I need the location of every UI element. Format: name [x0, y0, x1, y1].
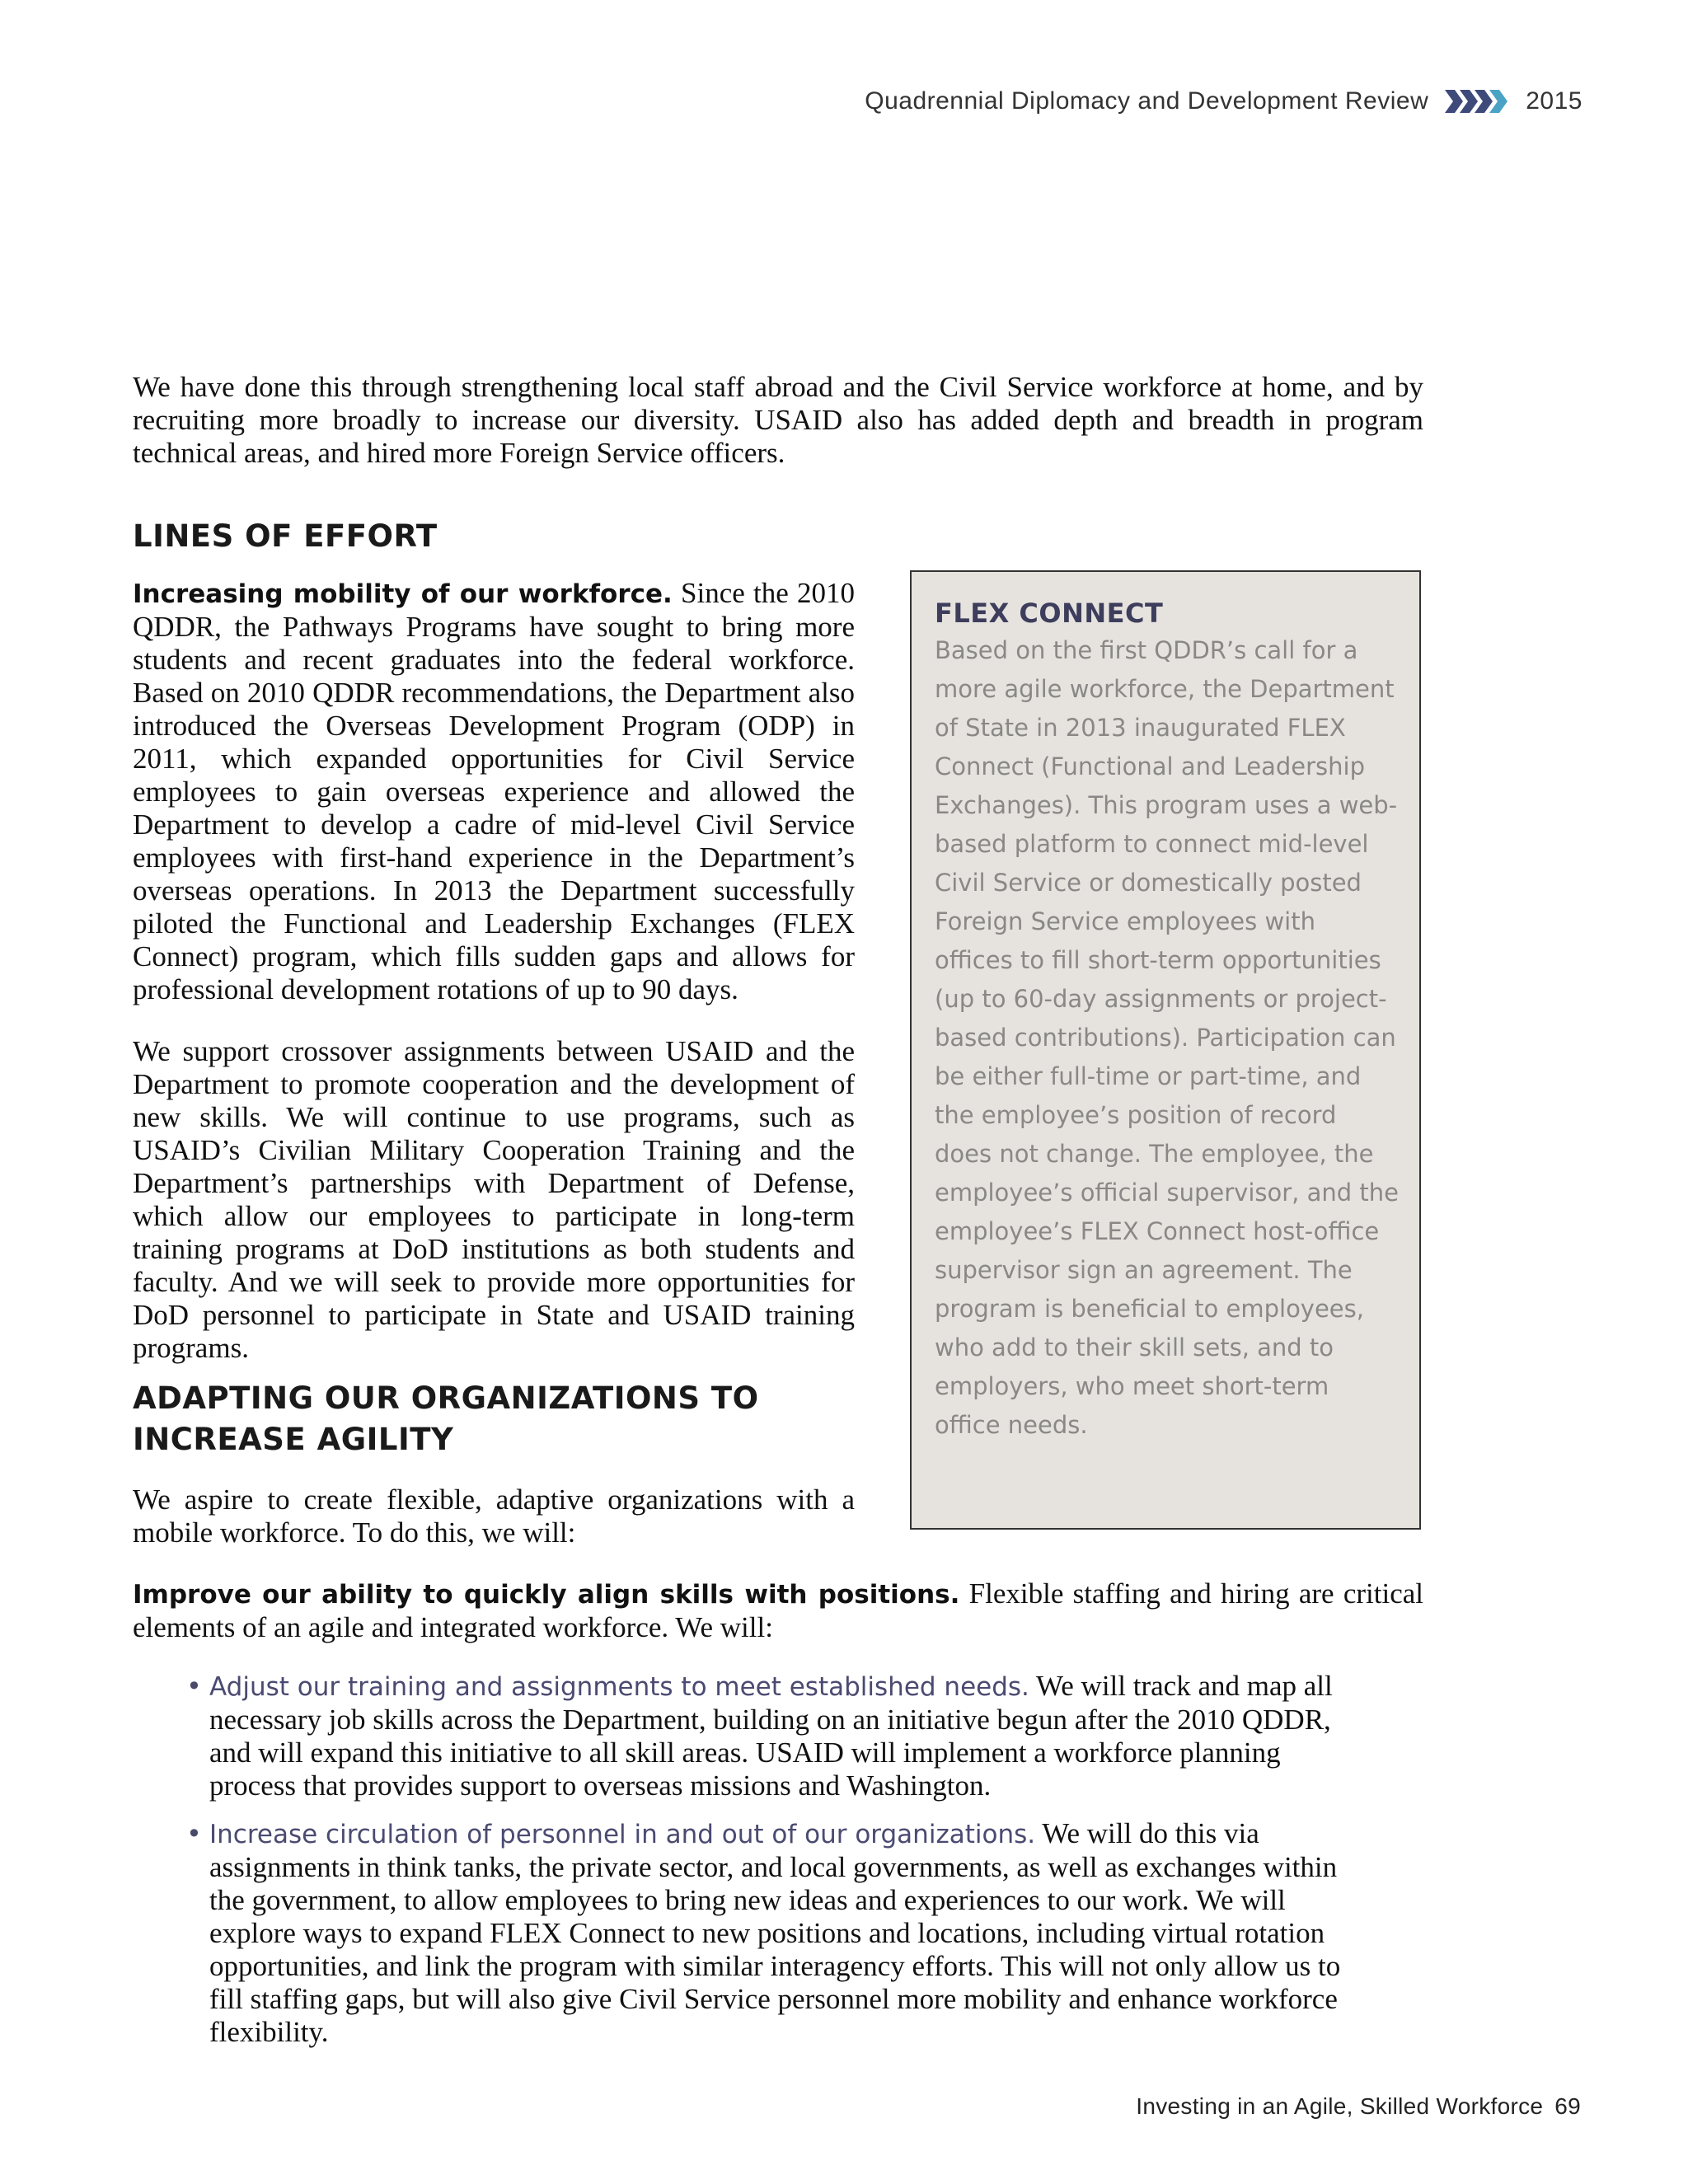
running-header — [865, 87, 1582, 115]
header-year: 2015 — [1526, 87, 1582, 115]
bullet-lead: Increase circulation of personnel in and out of our organizations. — [209, 1820, 1036, 1849]
header-title: Quadrennial Diplomacy and Development Review — [865, 87, 1429, 115]
bullet-lead: Adjust our training and assignments to meet established needs. — [209, 1672, 1029, 1702]
align-text: Flexible staffing and hiring are critical elements of an agile and integrated workforce. We will: — [133, 1577, 1423, 1643]
align-paragraph — [133, 1577, 1423, 1644]
list-item — [183, 1817, 1345, 2049]
crossover-paragraph: We support crossover assignments between USAID and the Department to promote cooperation and the development of new skills. We will continue to use programs, such as USAID’s Civilian Military Cooperation Training and the Department’s partnerships with Department of Defense, which allow our employees to participate in long-term training programs at DoD institutions as both students and faculty. And we will seek to provide more opportunities for DoD personnel to participate in State and USAID training programs. — [133, 1035, 855, 1364]
footer-section: Investing in an Agile, Skilled Workforce — [1136, 2093, 1544, 2119]
bullet-icon: • — [186, 1671, 202, 1702]
running-footer — [1136, 2093, 1581, 2120]
bullet-text: We will do this via assignments in think tanks, the private sector, and local governments, as well as exchanges within the government, to allow employees to bring new ideas and experiences to our work. We will explore ways to expand FLEX Connect to new positions and locations, including virtual rotation opportunities, and link the program with similar interagency efforts. This will not only allow us to fill staffing gaps, but will also give Civil Service personnel more mobility and enhance workforce flexibility. — [209, 1817, 1341, 2048]
list-item — [183, 1670, 1345, 1802]
align-lead: Improve our ability to quickly align skills with positions. — [133, 1580, 960, 1610]
sidebar-title: FLEX CONNECT — [935, 598, 1164, 629]
mobility-lead: Increasing mobility of our workforce. — [133, 579, 673, 609]
chevrons-icon — [1445, 88, 1509, 115]
adapting-heading: ADAPTING OUR ORGANIZATIONS TO INCREASE AGILITY — [133, 1380, 759, 1457]
page-number: 69 — [1554, 2093, 1581, 2119]
flex-connect-sidebar — [910, 570, 1421, 1530]
mobility-text: Since the 2010 QDDR, the Pathways Programs have sought to bring more students and recent graduates into the federal workforce. Based on 2010 QDDR recommendations, the Department also introduced the Overseas Development Program (ODP) in 2011, which expanded opportunities for Civil Service employees to gain overseas experience and allowed the Department to develop a cadre of mid-level Civil Service employees with first-hand experience in the Department’s overseas operations. In 2013 the Department successfully piloted the Functional and Leadership Exchanges (FLEX Connect) program, which fills sudden gaps and allows for professional development rotations of up to 90 days. — [133, 577, 855, 1005]
aspire-paragraph: We aspire to create flexible, adaptive organizations with a mobile workforce. To do this, we will: — [133, 1483, 855, 1549]
sidebar-body: Based on the first QDDR’s call for a more agile workforce, the Department of State in 2013 inaugurated FLEX Connect (Functional and Leadership Exchanges). This program uses a web-based platform to connect mid-level Civil Service or domestically posted Foreign Service employees with offices to fill short-term opportunities (up to 60-day assignments or project-based contributions). Participation can be either full-time or part-time, and the employee’s position of record does not change. The employee, the employee’s official supervisor, and the employee’s FLEX Connect host-office supervisor sign an agreement. The program is beneficial to employees, who add to their skill sets, and to employers, who meet short-term office needs. — [935, 636, 1399, 1439]
bullet-text: We will track and map all necessary job skills across the Department, building on an initiative begun after the 2010 QDDR, and will expand this initiative to all skill areas. USAID will implement a workforce planning process that provides support to overseas missions and Washington. — [209, 1670, 1333, 1802]
intro-paragraph: We have done this through strengthening local staff abroad and the Civil Service workforce at home, and by recruiting more broadly to increase our diversity. USAID also has added depth and breadth in program technical areas, and hired more Foreign Service officers. — [133, 371, 1423, 469]
action-list — [183, 1670, 1345, 2064]
lines-of-effort-heading: LINES OF EFFORT — [133, 518, 438, 554]
bullet-icon: • — [186, 1818, 202, 1849]
mobility-paragraph — [133, 577, 855, 1006]
chevron-1 — [1445, 90, 1463, 113]
